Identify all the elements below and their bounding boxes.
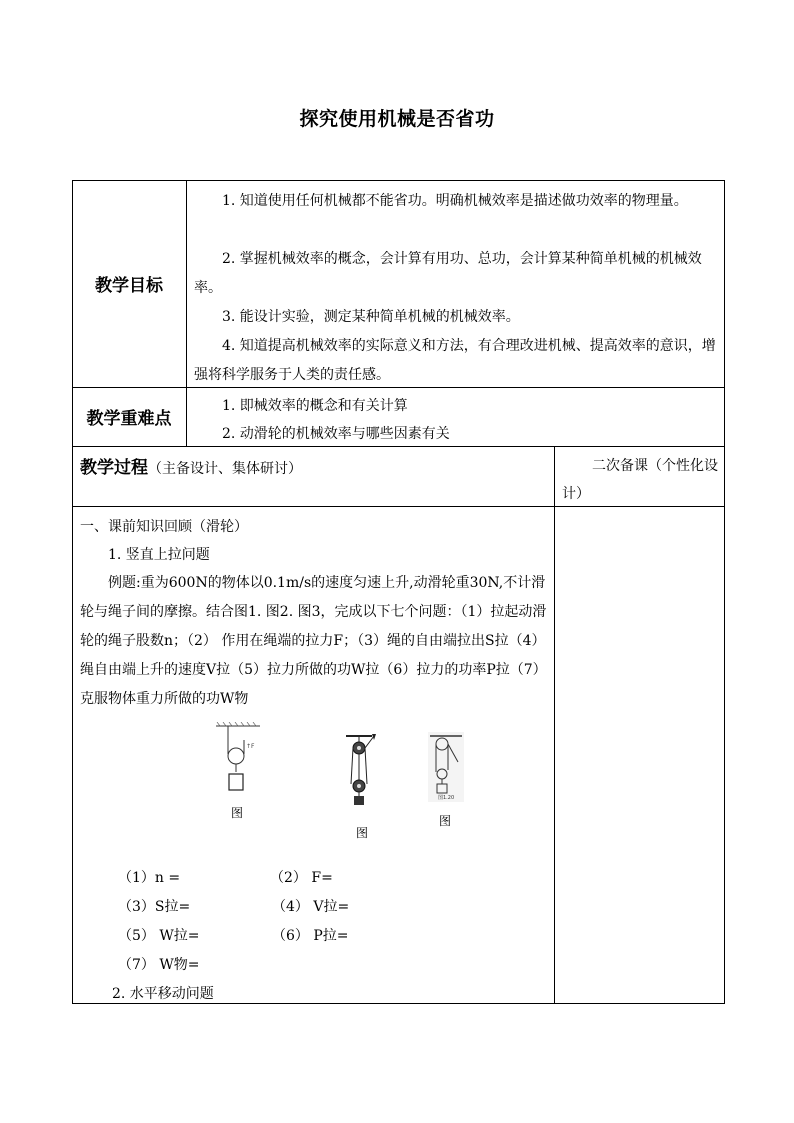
page-title: 探究使用机械是否省功 [299,108,495,130]
answer-line-5: （5） W拉= [118,928,200,944]
process-label: 教学过程 [80,458,148,478]
key-points-label: 教学重难点 [86,409,172,429]
figure-1-force-label: ↑F [246,743,255,750]
table-border-right [724,180,725,1004]
process-header [80,454,302,483]
figure-2-pulley-block-diagram [342,732,382,808]
objective-item-2: 2. 掌握机械效率的概念，会计算有用功、总功，会计算某种简单机械的机械效率。 [194,251,702,296]
table-second-prep-divider [554,446,555,1004]
table-label-divider [186,180,187,447]
answer-line-7: （7） W物= [118,957,200,973]
objective-item-3: 3. 能设计实验，测定某种简单机械的机械效率。 [222,309,520,325]
figure-3-bottom-label: 图1.20 [438,795,455,801]
figure-3-pulley-diagram [428,732,464,802]
figure-1-caption: 图 [231,806,244,820]
second-prep-header: 二次备课（个性化设计） [562,458,718,502]
answer-line-3: （3）S拉= [118,899,191,915]
figure-2-caption: 图 [356,826,369,840]
answer-line-4: （4） V拉= [272,899,350,915]
answer-line-6: （6） P拉= [272,928,349,944]
process-label-note: （主备设计、集体研讨） [148,461,302,477]
subsection-horizontal-move: 2. 水平移动问题 [112,986,214,1002]
example-problem-text: 例题:重为600N的物体以0.1m/s的速度匀速上升,动滑轮重30N,不计滑轮与绳子间的摩擦。结合图1. 图2. 图3，完成以下七个问题：（1）拉起动滑轮的绳子股数n；（2） 作用在绳端的拉力F；（3）绳的自由端拉出S拉（4） 绳自由端上升的速度V拉（5）拉力所做的功W拉（6）拉力的功率P拉（7）克服物体重力所做的功W物 [80,575,547,707]
key-point-item-1: 1. 即械效率的概念和有关计算 [222,398,408,414]
objective-item-4: 4. 知道提高机械效率的实际意义和方法，有合理改进机械、提高效率的意识，增强将科学服务于人类的责任感。 [194,338,716,383]
section-review-heading: 一、课前知识回顾（滑轮） [80,519,248,535]
key-point-item-2: 2. 动滑轮的机械效率与哪些因素有关 [222,426,450,442]
objective-item-1: 1. 知道使用任何机械都不能省功。明确机械效率是描述做功效率的物理量。 [222,193,688,209]
figure-1-pulley-diagram [212,722,268,794]
objectives-label: 教学目标 [95,276,163,296]
answer-line-2: （2） F= [270,870,333,886]
subsection-vertical-pull: 1. 竖直上拉问题 [108,547,210,563]
answer-line-1: （1）n = [118,870,181,886]
figure-3-caption: 图 [439,814,452,828]
